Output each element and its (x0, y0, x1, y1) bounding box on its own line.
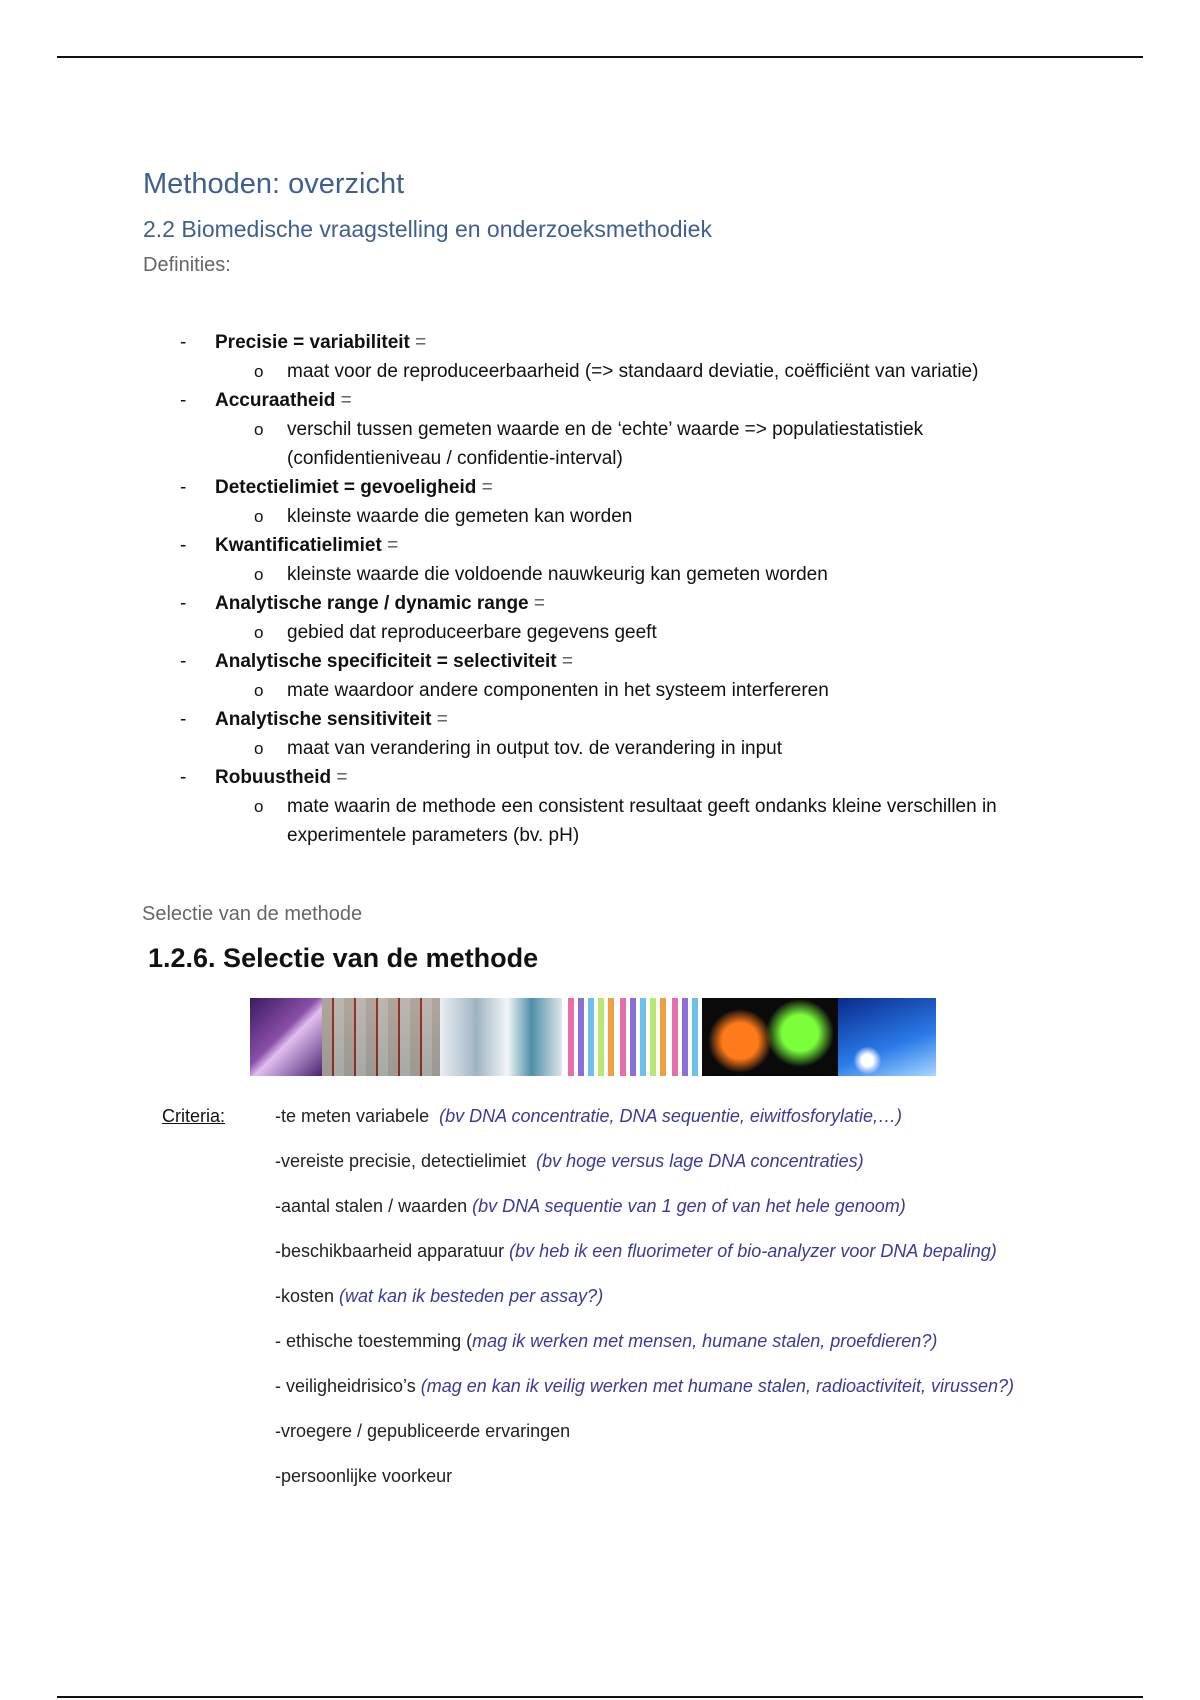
sub-bullet: o (254, 507, 264, 526)
definition-term: Precisie = variabiliteit (215, 332, 410, 353)
criterion-note: (bv heb ik een fluorimeter of bio-analyzer voor DNA bepaling) (509, 1241, 997, 1261)
definition-term: Robuustheid (215, 767, 332, 788)
definitions-list (0, 328, 1200, 850)
definition-equals: = (431, 709, 448, 730)
definition-text: gebied dat reproduceerbare gegevens geeft (287, 622, 657, 643)
sub-bullet: o (254, 681, 264, 700)
definition-text: maat van verandering in output tov. de verandering in input (287, 738, 783, 759)
criterion-item (275, 1241, 997, 1262)
criterion-text: -beschikbaarheid apparatuur (275, 1241, 505, 1261)
criterion-item (275, 1466, 452, 1487)
slide-title: 1.2.6. Selectie van de methode (148, 943, 539, 973)
definition-term: Kwantificatielimiet (215, 535, 382, 556)
image-lab-scientist (440, 998, 562, 1076)
definition-equals: = (556, 651, 573, 672)
definition-equals: = (381, 535, 399, 556)
list-dash: - (180, 390, 187, 411)
section-heading: 2.2 Biomedische vraagstelling en onderzoeksmethodiek (143, 216, 712, 242)
list-dash: - (180, 709, 187, 730)
image-fluorescent-animals (702, 998, 838, 1076)
definition-text: mate waarin de methode een consistent resultaat geeft ondanks kleine verschillen in (287, 796, 997, 817)
definition-text-continued: experimentele parameters (bv. pH) (287, 825, 580, 846)
definition-text: kleinste waarde die voldoende nauwkeurig kan gemeten worden (287, 564, 828, 585)
criterion-text: - ethische toestemming ( (275, 1331, 473, 1351)
criterion-text: -vroegere / gepubliceerde ervaringen (275, 1421, 571, 1441)
definition-equals: = (409, 332, 427, 353)
definition-equals: = (528, 593, 545, 614)
criterion-text: -te meten variabele (275, 1106, 430, 1126)
sub-bullet: o (254, 565, 264, 584)
sub-bullet: o (254, 420, 264, 439)
criterion-text: -persoonlijke voorkeur (275, 1466, 453, 1486)
list-dash: - (180, 535, 187, 556)
definition-item (0, 328, 1200, 386)
top-rule (57, 56, 1143, 58)
list-dash: - (180, 767, 187, 788)
criterion-item (275, 1421, 570, 1442)
definition-term: Analytische sensitiviteit (215, 709, 432, 730)
sub-bullet: o (254, 797, 264, 816)
criterion-item (275, 1151, 864, 1172)
image-colored-tubes (562, 998, 702, 1076)
image-gel-electrophoresis (250, 998, 322, 1076)
definition-item (0, 705, 1200, 763)
definition-text: maat voor de reproduceerbaarheid (=> standaard deviatie, coëfficiënt van variatie) (287, 361, 979, 382)
criterion-item (275, 1286, 603, 1307)
criteria-label: Criteria: (162, 1106, 226, 1126)
sub-bullet: o (254, 623, 264, 642)
sub-bullet: o (254, 362, 264, 381)
image-western-blot (322, 998, 440, 1076)
definition-item (0, 386, 1200, 473)
definition-item (0, 589, 1200, 647)
criterion-item (275, 1331, 937, 1352)
criterion-note: (bv DNA concentratie, DNA sequentie, eiwitfosforylatie,…) (439, 1106, 902, 1126)
definition-item (0, 647, 1200, 705)
definition-term: Detectielimiet = gevoeligheid (215, 477, 477, 498)
list-dash: - (180, 332, 187, 353)
method-image-strip (250, 998, 936, 1076)
definition-equals: = (331, 767, 348, 788)
list-dash: - (180, 593, 187, 614)
selection-heading: Selectie van de methode (142, 903, 363, 925)
criterion-note: (wat kan ik besteden per assay?) (339, 1286, 604, 1306)
definition-item (0, 473, 1200, 531)
criterion-text: -vereiste precisie, detectielimiet (275, 1151, 527, 1171)
criterion-note: mag ik werken met mensen, humane stalen, proefdieren?) (472, 1331, 938, 1351)
definition-text: mate waardoor andere componenten in het systeem interfereren (287, 680, 829, 701)
definition-equals: = (476, 477, 493, 498)
list-dash: - (180, 651, 187, 672)
criterion-text: - veiligheidrisico’s (275, 1376, 416, 1396)
page-title: Methoden: overzicht (143, 168, 405, 200)
image-pipette (838, 998, 936, 1076)
definition-item (0, 531, 1200, 589)
definition-term: Analytische specificiteit = selectiviteit (215, 651, 557, 672)
definition-item (0, 763, 1200, 850)
sub-bullet: o (254, 739, 264, 758)
definition-term: Analytische range / dynamic range (215, 593, 529, 614)
definition-text: kleinste waarde die gemeten kan worden (287, 506, 633, 527)
criterion-text: -aantal stalen / waarden (275, 1196, 468, 1216)
criterion-note: (bv DNA sequentie van 1 gen of van het hele genoom) (472, 1196, 906, 1216)
subsection-heading: Definities: (143, 254, 231, 276)
criterion-item (275, 1376, 1014, 1397)
criterion-text: -kosten (275, 1286, 335, 1306)
definition-text-continued: (confidentieniveau / confidentie-interval) (287, 448, 623, 469)
criterion-item (275, 1106, 902, 1127)
list-dash: - (180, 477, 187, 498)
definition-text: verschil tussen gemeten waarde en de ‘echte’ waarde => populatiestatistiek (287, 419, 924, 440)
definition-equals: = (335, 390, 352, 411)
criterion-note: (mag en kan ik veilig werken met humane stalen, radioactiviteit, virussen?) (420, 1376, 1015, 1396)
criterion-item (275, 1196, 906, 1217)
definition-term: Accuraatheid (215, 390, 336, 411)
bottom-rule (57, 1696, 1143, 1698)
criterion-note: (bv hoge versus lage DNA concentraties) (536, 1151, 864, 1171)
